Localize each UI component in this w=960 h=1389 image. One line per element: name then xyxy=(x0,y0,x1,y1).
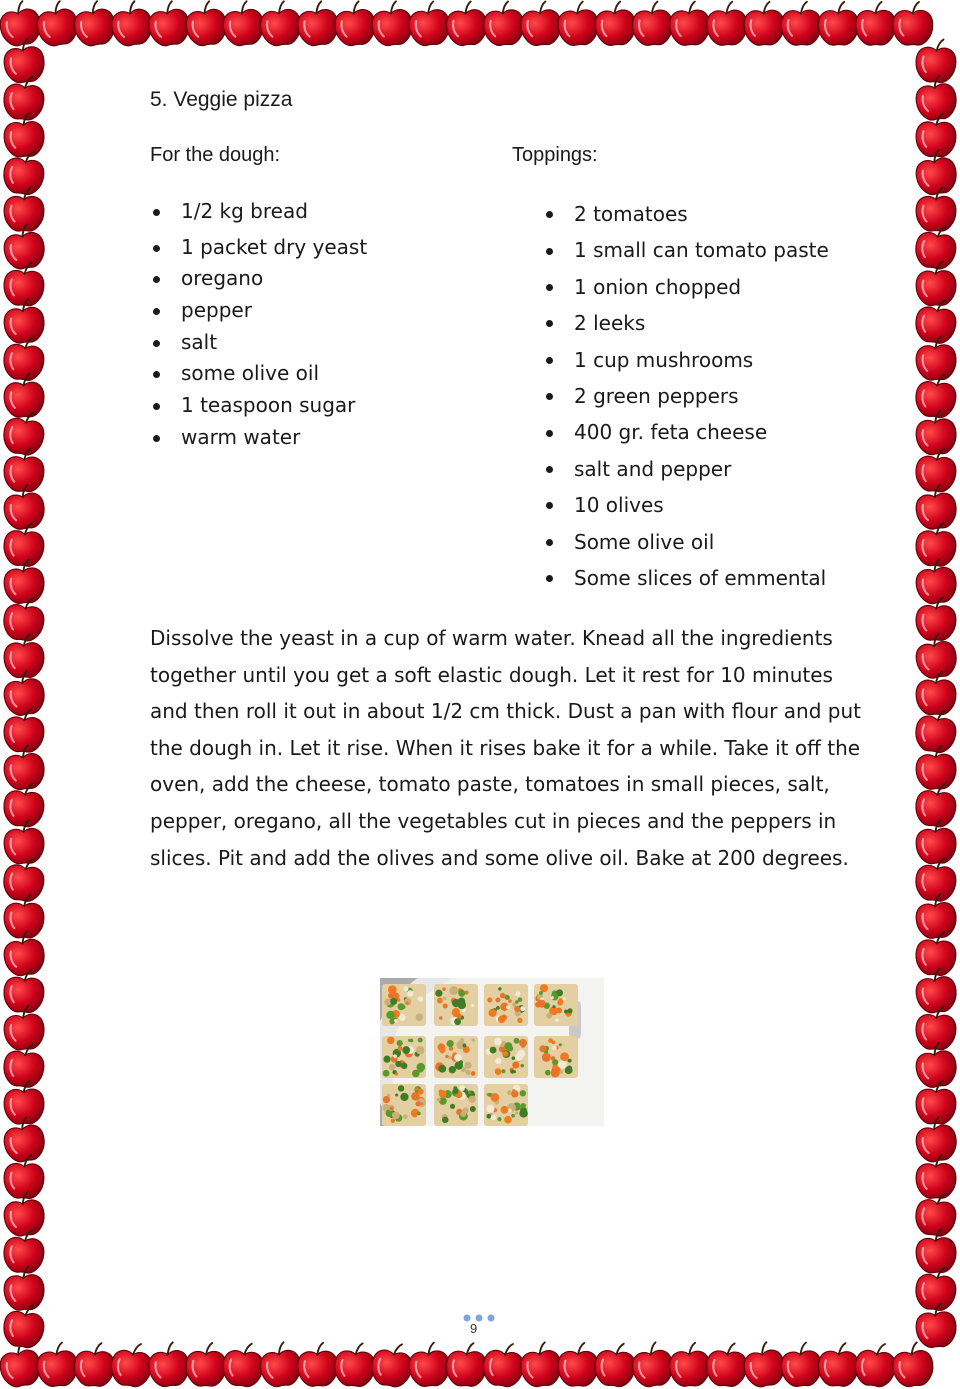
instructions-paragraph: Dissolve the yeast in a cup of warm water. Knead all the ingredients together until you get a soft elastic dough. Let it rest for 10 minutes and then roll it out in about 1/2 cm thick. Dust a pan with flour and put the dough in. Let it rise. When it rises bake it for a while. Take it off the oven, add the cheese, tomato paste, tomatoes in small pieces, salt, pepper, oregano, all the vegetables cut in pieces and the peppers in slices. Pit and add the olives and some olive oil. Bake at 200 degrees. xyxy=(150,626,861,870)
list-item: Some olive oil xyxy=(543,524,829,560)
list-item: some olive oil xyxy=(150,358,367,390)
list-item: 2 tomatoes xyxy=(543,196,829,232)
list-item: 1 teaspoon sugar xyxy=(150,390,367,422)
list-item: 1 packet dry yeast xyxy=(150,232,367,264)
list-item: pepper xyxy=(150,295,367,327)
list-item: salt and pepper xyxy=(543,451,829,487)
list-item: 2 green peppers xyxy=(543,378,829,414)
list-item: 1 cup mushrooms xyxy=(543,342,829,378)
list-item: 1 onion chopped xyxy=(543,269,829,305)
list-item: oregano xyxy=(150,263,367,295)
page-dots-icon xyxy=(462,1313,502,1325)
list-item: 2 leeks xyxy=(543,305,829,341)
list-item: 10 olives xyxy=(543,487,829,523)
list-item: 1 small can tomato paste xyxy=(543,232,829,268)
toppings-ingredient-list xyxy=(543,196,829,596)
list-item: 1/2 kg bread xyxy=(150,196,367,228)
list-item: Some slices of emmental xyxy=(543,560,829,596)
toppings-heading: Toppings: xyxy=(512,144,598,166)
list-item: salt xyxy=(150,327,367,359)
list-item: 400 gr. feta cheese xyxy=(543,414,829,450)
pizza-squares-photo xyxy=(380,978,604,1126)
page-number: 9 xyxy=(470,1321,478,1336)
list-item: warm water xyxy=(150,422,367,454)
page-title: 5. Veggie pizza xyxy=(150,88,293,111)
dough-ingredient-list xyxy=(150,196,367,454)
dough-heading: For the dough: xyxy=(150,144,281,166)
